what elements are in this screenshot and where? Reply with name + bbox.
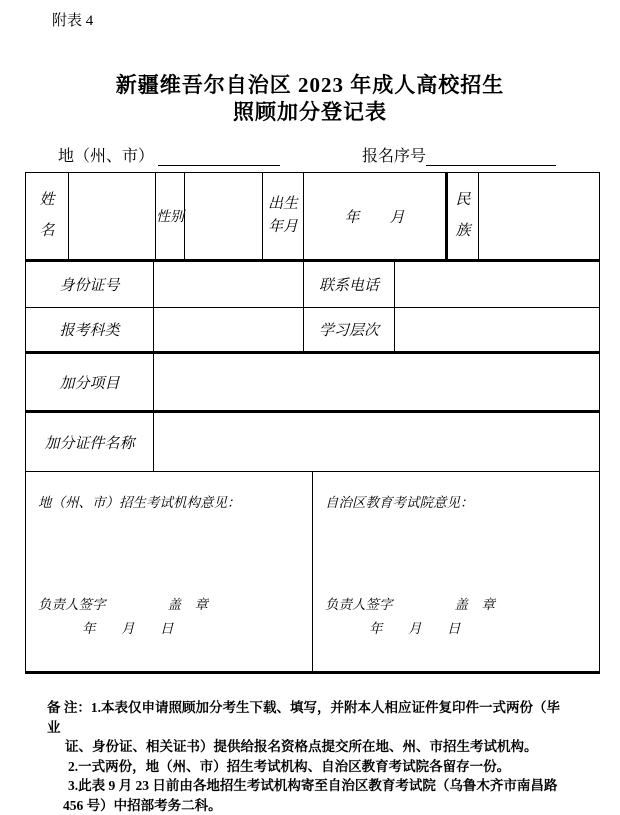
table-row-bonus-cert bbox=[26, 413, 599, 472]
regional-signature-block bbox=[313, 593, 599, 637]
category-label-cell bbox=[26, 308, 154, 351]
phone-value-cell bbox=[395, 262, 599, 307]
name-label: 姓名 bbox=[39, 185, 56, 247]
regional-date-label: 年 月 日 bbox=[313, 617, 599, 637]
id-value-cell bbox=[154, 262, 304, 307]
bonus-item-label: 加分项目 bbox=[59, 372, 119, 393]
remarks-line4: 3.此表 9 月 23 日前由各地招生考试机构寄至自治区教育考试院（乌鲁木齐市南昌路 bbox=[68, 776, 567, 796]
ethnicity-value-cell bbox=[479, 173, 599, 259]
bonus-item-value-cell bbox=[154, 354, 599, 410]
bonus-cert-label: 加分证件名称 bbox=[44, 432, 134, 453]
level-label: 学习层次 bbox=[319, 319, 379, 340]
region-label: 地（州、市） bbox=[58, 148, 154, 165]
id-number-label: 身份证号 bbox=[59, 274, 119, 295]
local-sign-label: 负责人签字 bbox=[38, 593, 106, 613]
regional-stamp-label: 盖 章 bbox=[455, 593, 496, 613]
level-label-cell bbox=[304, 308, 395, 351]
remarks-line1: 备 注：1.本表仅申请照顾加分考生下载、填写，并附本人相应证件复印件一式两份（毕业 bbox=[47, 698, 567, 737]
remarks-line2: 证、身份证、相关证书）提供给报名资格点提交所在地、州、市招生考试机构。 bbox=[65, 737, 567, 757]
serial-underline bbox=[426, 147, 556, 166]
phone-label-cell bbox=[304, 262, 395, 307]
local-date-label: 年 月 日 bbox=[26, 617, 312, 637]
birth-label: 出生年月 bbox=[267, 193, 299, 239]
serial-label: 报名序号 bbox=[362, 148, 426, 165]
local-opinion-cell bbox=[26, 472, 313, 671]
ethnicity-label: 民族 bbox=[455, 185, 472, 247]
region-field bbox=[58, 143, 280, 166]
regional-opinion-cell bbox=[313, 472, 599, 671]
local-opinion-title: 地（州、市）招生考试机构意见： bbox=[38, 495, 241, 510]
birth-value-cell bbox=[304, 173, 448, 259]
bonus-item-label-cell bbox=[26, 354, 154, 410]
regional-sign-label: 负责人签字 bbox=[325, 593, 393, 613]
category-label: 报考科类 bbox=[59, 319, 119, 340]
local-stamp-label: 盖 章 bbox=[168, 593, 209, 613]
bonus-cert-label-cell bbox=[26, 413, 154, 471]
id-label-cell bbox=[26, 262, 154, 307]
appendix-label: 附表 4 bbox=[52, 9, 93, 30]
remarks-block bbox=[47, 698, 567, 815]
gender-value-cell bbox=[185, 173, 263, 259]
subheader-line bbox=[0, 143, 620, 167]
regional-opinion-title: 自治区教育考试院意见： bbox=[325, 495, 474, 510]
region-underline bbox=[158, 147, 280, 166]
table-row-opinions bbox=[26, 472, 599, 671]
birth-label-cell bbox=[263, 173, 304, 259]
name-label-cell bbox=[26, 173, 69, 259]
name-value-cell bbox=[69, 173, 156, 259]
table-row-category-level bbox=[26, 308, 599, 354]
local-signature-block bbox=[26, 593, 312, 637]
birth-value: 年 月 bbox=[344, 206, 404, 227]
remarks-line3: 2.一式两份，地（州、市）招生考试机构、自治区教育考试院各留存一份。 bbox=[68, 757, 567, 777]
table-row-id-phone bbox=[26, 262, 599, 308]
table-row-bonus-item bbox=[26, 354, 599, 413]
category-value-cell bbox=[154, 308, 304, 351]
serial-field bbox=[362, 143, 556, 166]
table-row-personal bbox=[26, 173, 599, 262]
level-value-cell bbox=[395, 308, 599, 351]
bonus-cert-value-cell bbox=[154, 413, 599, 471]
page-title-line2: 照顾加分登记表 bbox=[0, 99, 620, 126]
registration-table bbox=[25, 172, 600, 674]
page-title-line1: 新疆维吾尔自治区 2023 年成人高校招生 bbox=[0, 72, 620, 99]
remarks-line5: 456 号）中招部考务二科。 bbox=[63, 796, 567, 815]
gender-label-cell bbox=[156, 173, 185, 259]
page-title bbox=[0, 72, 620, 126]
phone-label: 联系电话 bbox=[319, 274, 379, 295]
gender-label: 性别 bbox=[156, 206, 184, 226]
ethnicity-label-cell bbox=[448, 173, 479, 259]
